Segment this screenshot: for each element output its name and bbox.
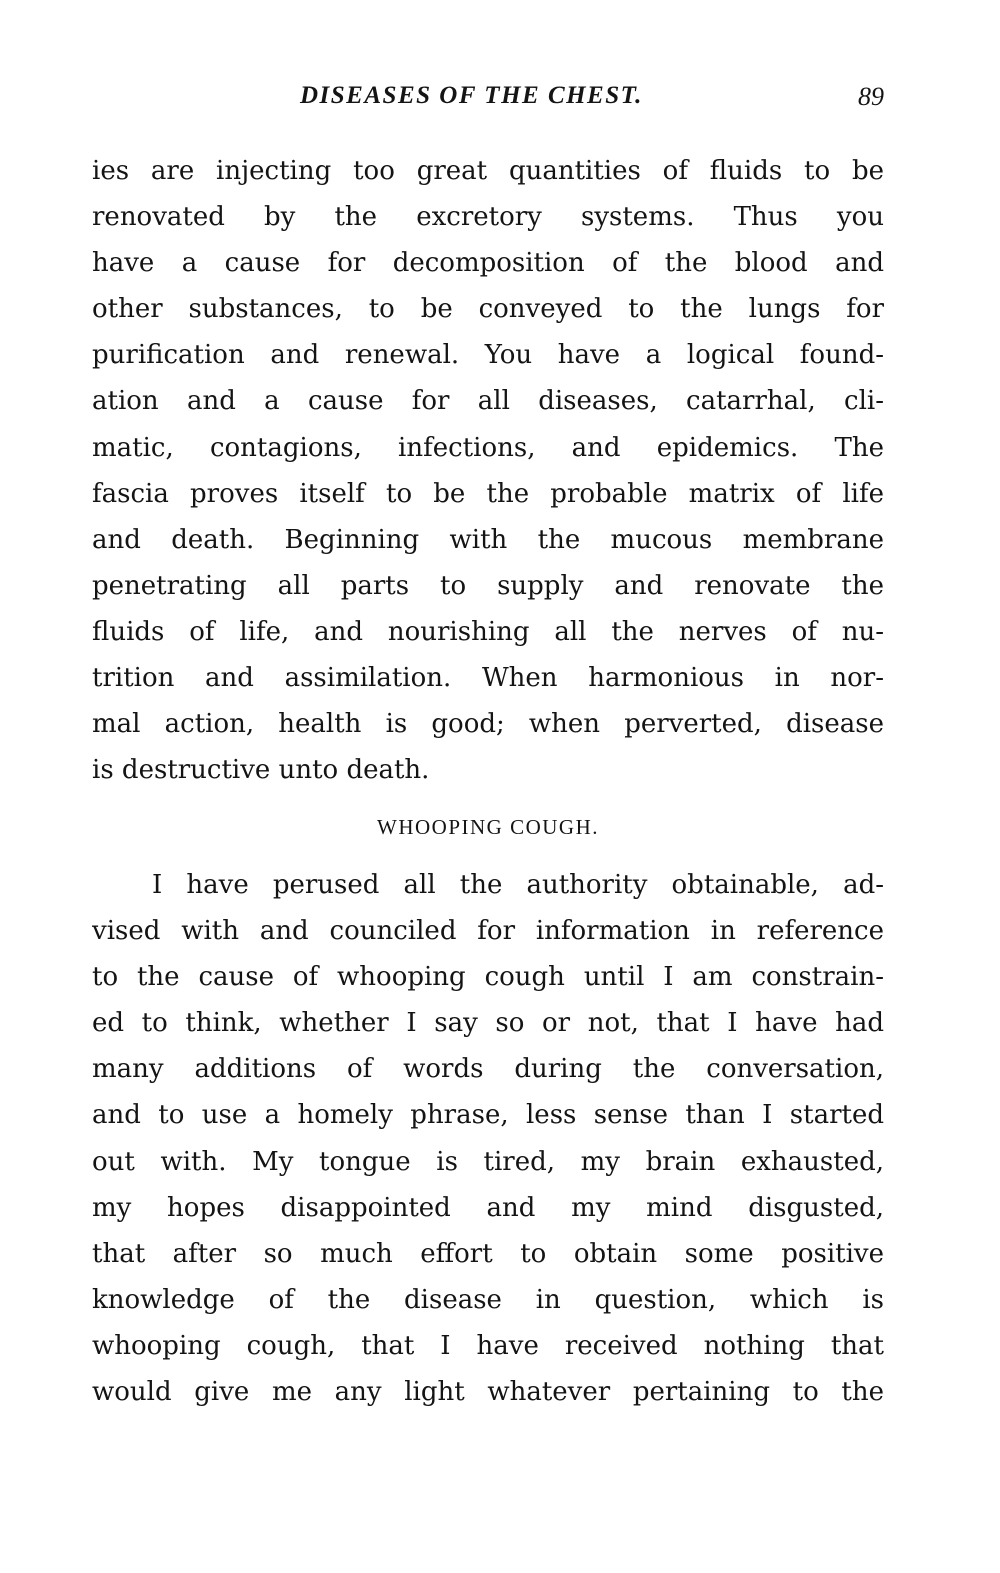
text-line: would give me any light whatever pertaining to the — [92, 1377, 884, 1408]
text-line: renovated by the excretory systems. Thus you — [92, 202, 884, 233]
paragraph-continued — [92, 148, 884, 793]
text-line: matic, contagions, infections, and epidemics. The — [92, 432, 884, 463]
text-line: whooping cough, that I have received nothing that — [92, 1330, 884, 1361]
text-line: many additions of words during the conversation, — [92, 1054, 884, 1085]
text-line: ed to think, whether I say so or not, that I have had — [92, 1008, 884, 1039]
text-line: and to use a homely phrase, less sense than I started — [92, 1100, 884, 1131]
running-title: DISEASES OF THE CHEST. — [300, 82, 643, 109]
text-line: trition and assimilation. When harmonious in nor- — [92, 663, 884, 694]
text-line: fluids of life, and nourishing all the nerves of nu- — [92, 616, 884, 647]
text-line: penetrating all parts to supply and renovate the — [92, 570, 884, 601]
text-line: knowledge of the disease in question, which is — [92, 1284, 884, 1315]
section-heading: WHOOPING COUGH. — [377, 815, 599, 839]
text-line: that after so much effort to obtain some positive — [92, 1238, 884, 1269]
paragraph-whooping-cough — [92, 862, 884, 1415]
text-line: vised with and counciled for information in reference — [92, 916, 884, 947]
text-line: purification and renewal. You have a logical found- — [92, 340, 884, 371]
text-line: ies are injecting too great quantities of fluids to be — [92, 156, 884, 186]
text-line: fascia proves itself to be the probable matrix of life — [92, 478, 884, 509]
text-line: I have perused all the authority obtainable, ad- — [152, 870, 884, 900]
text-line: other substances, to be conveyed to the lungs for — [92, 294, 884, 325]
text-line: and death. Beginning with the mucous membrane — [92, 524, 884, 555]
text-line: have a cause for decomposition of the blood and — [92, 248, 884, 279]
text-line: to the cause of whooping cough until I am constrain- — [92, 962, 884, 993]
running-head — [92, 82, 884, 118]
page-number: 89 — [858, 82, 884, 111]
text-line: out with. My tongue is tired, my brain exhausted, — [92, 1146, 884, 1177]
text-line: ation and a cause for all diseases, catarrhal, cli- — [92, 386, 884, 417]
text-line: is destructive unto death. — [92, 755, 430, 786]
text-line: mal action, health is good; when perverted, disease — [92, 709, 884, 740]
text-line: my hopes disappointed and my mind disgusted, — [92, 1192, 884, 1223]
